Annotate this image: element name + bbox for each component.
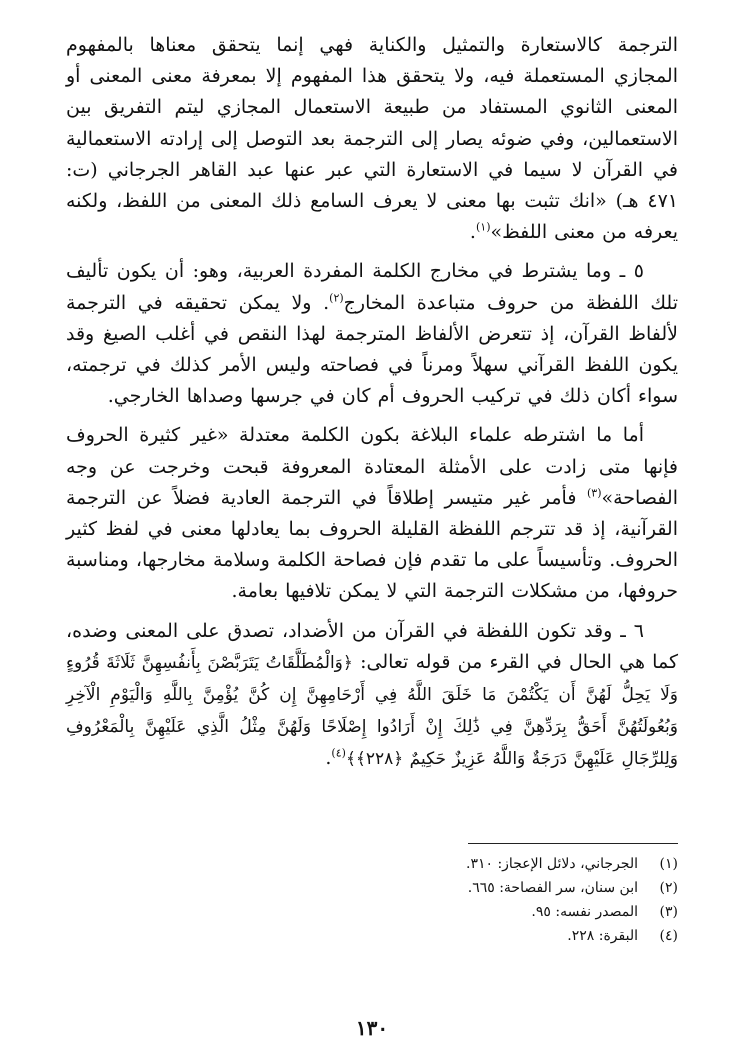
- paragraph-text-continued: فأمر غير متيسر إطلاقاً في الترجمة العادية فضلاً عن الترجمة القرآنية، إذ قد تترجم اللفظة القليلة الحروف بما يعادلها معنى في لفظ كثير الحروف. وتأسيساً على ما تقدم فإن فصاحة الكلمة وسلامة مخارجها، ومناسبة حروفها، من مشكلات الترجمة التي لا يمكن تلافيها بعامة.: [66, 486, 678, 603]
- paragraph-text: ٦ ـ وقد تكون اللفظة في القرآن من الأضداد، تصدق على المعنى وضده، كما هي الحال في القرء من قوله تعالى:: [66, 619, 678, 673]
- footnote-ref-1[interactable]: (١): [475, 220, 491, 234]
- footnotes: [66, 852, 678, 948]
- paragraph-text: ٥ ـ وما يشترط في مخارج الكلمة المفردة العربية، وهو: أن يكون تأليف تلك اللفظة من حروف متباعدة المخارج: [66, 260, 679, 314]
- paragraph-text: الترجمة كالاستعارة والتمثيل والكناية فهي إنما يتحقق معناها بالمفهوم المجازي المستعملة فيه، ولا يتحقق هذا المفهوم إلا بمعرفة معنى المعنى أو المعنى الثانوي المستفاد من طبيعة الاستعمال المجازي ليتم التفريق بين الاستعمالين، وفي ضوئه يصار إلى الترجمة بعد التوصل إلى إرادته الاستعمالية في القرآن لا سيما في الاستعارة التي عبر عنها عبد القاهر الجرجاني (ت: ٤٧١ هـ) «انك تثبت بها معنى لا يعرف السامع ذلك المعنى من اللفظ، ولكنه يعرفه من معنى اللفظ»: [66, 34, 678, 244]
- footnote-2: [66, 876, 678, 900]
- footnote-ref-2[interactable]: (٢): [329, 291, 344, 305]
- paragraph-point-5: [66, 256, 678, 412]
- footnote-divider: [468, 843, 678, 844]
- quran-verse: ﴿وَالْمُطَلَّقَاتُ يَتَرَبَّصْنَ بِأَنفُسِهِنَّ ثَلَاثَةَ قُرُوءٍ وَلَا يَحِلُّ لَهُنَّ أَن يَكْتُمْنَ مَا خَلَقَ اللَّهُ فِي أَرْحَامِهِنَّ إِن كُنَّ يُؤْمِنَّ بِاللَّهِ وَالْيَوْمِ الْآخِرِ وَبُعُولَتُهُنَّ أَحَقُّ بِرَدِّهِنَّ فِي ذَٰلِكَ إِنْ أَرَادُوا إِصْلَاحًا وَلَهُنَّ مِثْلُ الَّذِي عَلَيْهِنَّ بِالْمَعْرُوفِ وَلِلرِّجَالِ عَلَيْهِنَّ دَرَجَةٌ وَاللَّهُ عَزِيزٌ حَكِيمٌ ﴿٢٢٨﴾﴾: [66, 652, 678, 770]
- footnote-number: (٤): [659, 928, 678, 944]
- footnote-ref-4[interactable]: (٤): [331, 747, 346, 761]
- paragraph-point-6: [66, 616, 678, 776]
- paragraph-end: .: [469, 221, 476, 244]
- footnote-text: ابن سنان، سر الفصاحة: ٦٦٥.: [467, 880, 638, 896]
- book-page: [66, 30, 679, 1040]
- footnote-4: [66, 924, 678, 948]
- footnote-text: البقرة: ٢٢٨.: [567, 928, 638, 944]
- footnote-text: المصدر نفسه: ٩٥.: [531, 904, 638, 920]
- footnote-1: [66, 852, 678, 876]
- footnote-3: [66, 900, 678, 924]
- paragraph-end: .: [325, 747, 332, 770]
- paragraph-text-continued: . ولا يمكن تحقيقه في الترجمة لألفاظ القرآن، إذ تتعرض الألفاظ المترجمة لهذا النقص في أغلب الصيغ وقد يكون اللفظ القرآني سهلاً ومرناً في فصاحته وليس الأمر كذلك في ترجمته، سواء أكان ذلك في تركيب الحروف أم كان في جرسها وصداها الخارجي.: [66, 291, 678, 408]
- page-number: ١٣٠: [355, 1016, 389, 1040]
- paragraph-metaphor: [66, 30, 678, 248]
- paragraph-text: أما ما اشترطه علماء البلاغة بكون الكلمة معتدلة «غير كثيرة الحروف فإنها متى زادت على الأمثلة المعتادة المعروفة قبحت وخرجت عن وجه الفصاحة»: [66, 424, 678, 509]
- footnote-ref-3[interactable]: (٣): [586, 486, 602, 500]
- footnote-text: الجرجاني، دلائل الإعجاز: ٣١٠.: [465, 856, 638, 872]
- footnote-number: (١): [659, 856, 678, 872]
- paragraph-word-length: [66, 420, 678, 607]
- footnote-number: (٢): [659, 880, 678, 896]
- footnote-number: (٣): [659, 904, 678, 920]
